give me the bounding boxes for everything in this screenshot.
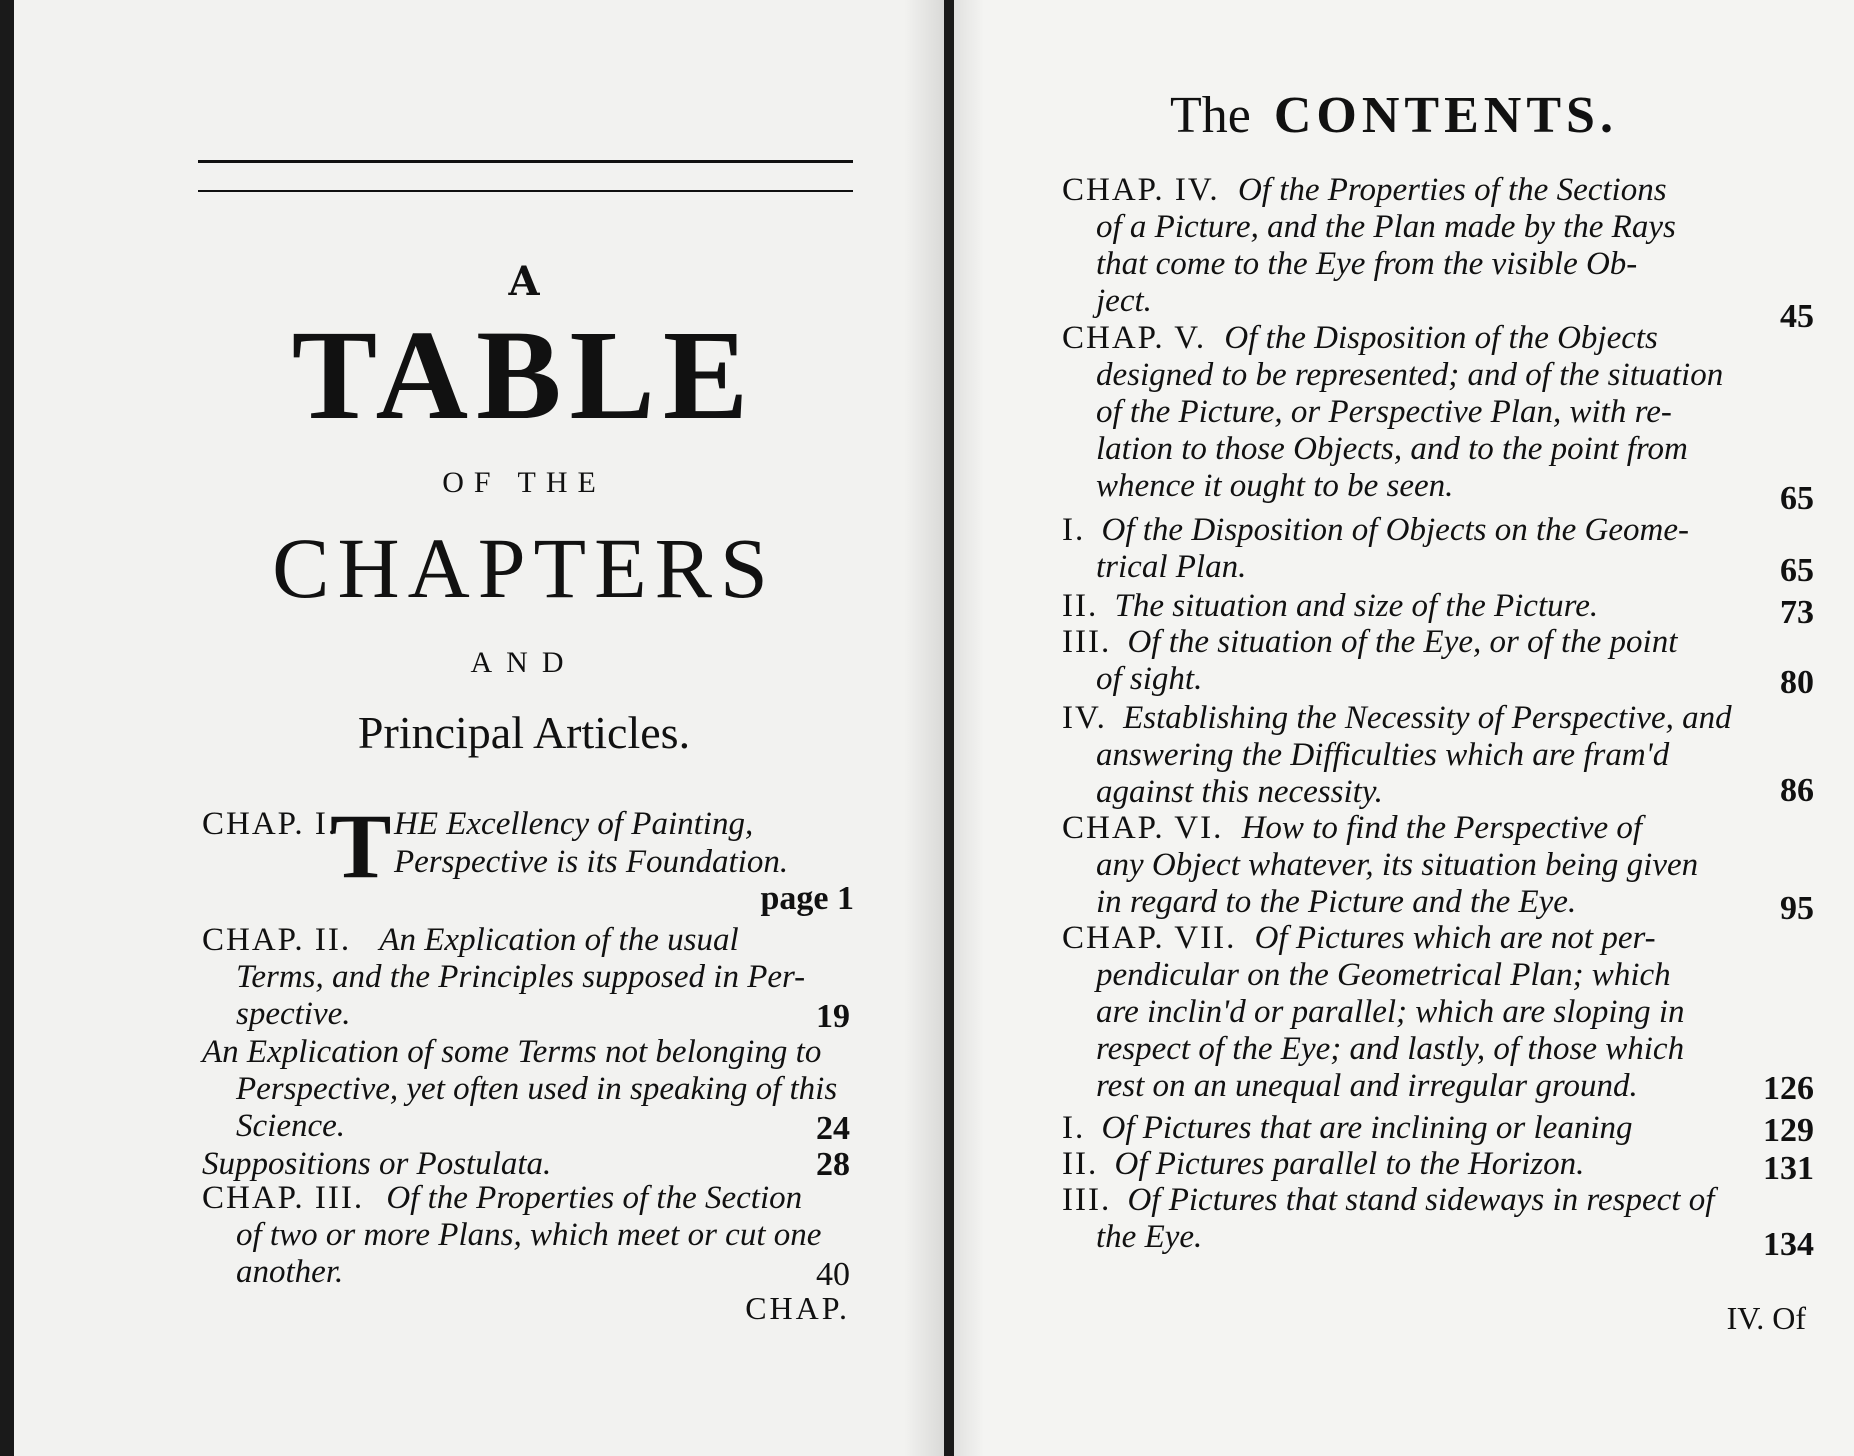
entry-text-cont: the Eye.: [1096, 1219, 1203, 1255]
toc-entry-section: [1062, 512, 1818, 586]
toc-entry-section: [1062, 1146, 1818, 1183]
title-of-the: OF THE: [442, 466, 606, 499]
top-rule: [198, 160, 853, 163]
entry-text-cont: in regard to the Picture and the Eye.: [1096, 884, 1577, 920]
entry-text-cont: of a Picture, and the Plan made by the Rays: [1096, 209, 1676, 245]
entry-text: Of the Properties of the Sections: [1237, 172, 1667, 208]
title-and: AND: [470, 646, 578, 679]
entry-text-cont: whence it ought to be seen.: [1096, 468, 1454, 504]
chapter-label: CHAP. III.: [202, 1180, 365, 1216]
page-number: 129: [1763, 1112, 1814, 1149]
toc-entry-section: [1062, 700, 1818, 811]
page-number: 45: [1780, 298, 1814, 335]
entry-text: An Explication of the usual: [379, 922, 739, 958]
entry-text-cont: Science.: [236, 1108, 346, 1144]
heading-contents: CONTENTS.: [1273, 87, 1618, 144]
chapter-label: CHAP. VII.: [1062, 920, 1237, 956]
toc-entry-chap-3: [202, 1180, 872, 1291]
chapter-label: CHAP. VI.: [1062, 810, 1224, 846]
entry-text-cont: answering the Difficulties which are fram'd: [1096, 737, 1670, 773]
section-label: II.: [1062, 588, 1099, 624]
entry-text: Of Pictures that stand sideways in respect of: [1127, 1182, 1715, 1218]
entry-text-cont: pendicular on the Geometrical Plan; which: [1096, 957, 1671, 993]
toc-entry-section: [1062, 588, 1818, 625]
toc-entry-chap-2: [202, 922, 872, 1033]
entry-text-cont: lation to those Objects, and to the point from: [1096, 431, 1688, 467]
page-number: 28: [816, 1146, 850, 1183]
toc-entry-section: [1062, 624, 1818, 698]
section-label: IV.: [1062, 700, 1107, 736]
title-table: TABLE: [291, 304, 757, 446]
page-number: 126: [1763, 1070, 1814, 1107]
left-page: [14, 0, 944, 1456]
page-number: 65: [1780, 552, 1814, 589]
page-number: 73: [1780, 594, 1814, 631]
entry-text-cont: Perspective is its Foundation.: [394, 844, 789, 880]
right-page: [954, 0, 1854, 1456]
page-number: 80: [1780, 664, 1814, 701]
second-rule: [198, 190, 853, 192]
section-label: III.: [1062, 1182, 1112, 1218]
gutter-shadow: [904, 0, 944, 1456]
entry-text: Of the Disposition of Objects on the Geome-: [1101, 512, 1689, 548]
entry-text-cont: of sight.: [1096, 661, 1203, 697]
toc-entry-section: [1062, 1182, 1818, 1256]
section-label: I.: [1062, 512, 1086, 548]
toc-entry-section: [1062, 1110, 1818, 1147]
entry-text: Of the Properties of the Section: [386, 1180, 803, 1216]
heading-the: The: [1170, 87, 1251, 144]
toc-entry-chap-7: [1062, 920, 1818, 1105]
entry-text: Suppositions or Postulata.: [202, 1146, 552, 1182]
section-label: II.: [1062, 1146, 1099, 1182]
entry-text-cont: rest on an unequal and irregular ground.: [1096, 1068, 1638, 1104]
page-number: 65: [1780, 480, 1814, 517]
gutter-shadow: [954, 0, 984, 1456]
page-number: 24: [816, 1110, 850, 1147]
catchword: CHAP.: [745, 1290, 850, 1326]
entry-text-cont: designed to be represented; and of the situation: [1096, 357, 1724, 393]
entry-text: Establishing the Necessity of Perspective, and: [1123, 700, 1732, 736]
entry-text-cont: another.: [236, 1254, 344, 1290]
catchword: IV. Of: [1726, 1300, 1806, 1336]
entry-text-cont: trical Plan.: [1096, 549, 1247, 585]
page-number: 86: [1780, 772, 1814, 809]
page-number: 95: [1780, 890, 1814, 927]
chapter-label: CHAP. V.: [1062, 320, 1207, 356]
entry-text: Of Pictures that are inclining or leaning: [1101, 1110, 1633, 1146]
toc-entry-chap-1: [202, 795, 872, 897]
entry-text-cont: of two or more Plans, which meet or cut one: [236, 1217, 822, 1253]
entry-text: Of Pictures parallel to the Horizon.: [1114, 1146, 1585, 1182]
title-a: A: [508, 258, 540, 305]
entry-text: HE Excellency of Painting,: [394, 806, 754, 842]
toc-entry-suppositions: [202, 1146, 872, 1183]
page-number: page 1: [760, 880, 854, 917]
toc-entry-chap-5: [1062, 320, 1818, 505]
chapter-label: CHAP. IV.: [1062, 172, 1220, 208]
section-label: I.: [1062, 1110, 1086, 1146]
title-chapters: CHAPTERS: [272, 520, 776, 616]
entry-text-cont: respect of the Eye; and lastly, of those which: [1096, 1031, 1685, 1067]
entry-text: Of the situation of the Eye, or of the point: [1127, 624, 1678, 660]
entry-text: An Explication of some Terms not belonging to: [202, 1034, 822, 1070]
entry-text-cont: ject.: [1096, 283, 1152, 319]
entry-text-cont: Terms, and the Principles supposed in Per-: [236, 959, 806, 995]
entry-text-cont: Perspective, yet often used in speaking of this: [236, 1071, 838, 1107]
entry-text-cont: of the Picture, or Perspective Plan, with re-: [1096, 394, 1672, 430]
entry-text-cont: any Object whatever, its situation being given: [1096, 847, 1699, 883]
toc-entry-chap-4: [1062, 172, 1818, 320]
title-articles: Principal Articles.: [357, 707, 691, 758]
toc-entry-chap-6: [1062, 810, 1818, 921]
entry-text: Of Pictures which are not per-: [1254, 920, 1656, 956]
entry-text-cont: that come to the Eye from the visible Ob-: [1096, 246, 1638, 282]
toc-entry-explication: [202, 1034, 872, 1145]
section-label: III.: [1062, 624, 1112, 660]
contents-heading: [1114, 86, 1674, 145]
page-number: 134: [1763, 1226, 1814, 1263]
entry-text: Of the Disposition of the Objects: [1224, 320, 1658, 356]
page-number: 19: [816, 998, 850, 1035]
entry-text-cont: spective.: [236, 996, 351, 1032]
chapter-label: CHAP. I.: [202, 806, 339, 842]
entry-text: How to find the Perspective of: [1241, 810, 1643, 846]
entry-text-cont: are inclin'd or parallel; which are sloping in: [1096, 994, 1685, 1030]
drop-cap: T: [330, 795, 392, 897]
page-number: 131: [1763, 1150, 1814, 1187]
entry-text-cont: against this necessity.: [1096, 774, 1383, 810]
page-number: 40: [816, 1256, 850, 1293]
entry-text: The situation and size of the Picture.: [1114, 588, 1599, 624]
chapter-label: CHAP. II.: [202, 922, 352, 958]
